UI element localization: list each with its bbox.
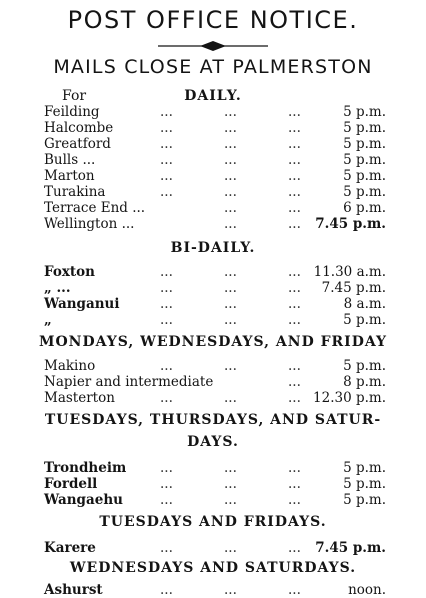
close-time: 8 a.m. bbox=[343, 296, 386, 312]
mail-row bbox=[0, 582, 426, 598]
section-heading-tue-thu-sat: TUESDAYS, THURSDAYS, AND SATUR- bbox=[44, 412, 382, 428]
section-heading-tue-thu-sat-cont: DAYS. bbox=[187, 434, 239, 450]
place-name: Bulls ... bbox=[44, 152, 96, 168]
mail-row bbox=[0, 296, 426, 312]
place-name: Trondheim bbox=[44, 460, 127, 476]
place-name: Halcombe bbox=[44, 120, 114, 136]
close-time: 5 p.m. bbox=[343, 476, 386, 492]
mail-row bbox=[0, 120, 426, 136]
leader-dots: ... bbox=[288, 264, 301, 280]
mail-row bbox=[0, 374, 426, 390]
leader-dots: ... bbox=[160, 540, 173, 556]
leader-dots: ... bbox=[160, 280, 173, 296]
leader-dots: ... bbox=[288, 312, 301, 328]
leader-dots: ... bbox=[160, 264, 173, 280]
leader-dots: ... bbox=[288, 460, 301, 476]
close-time: 5 p.m. bbox=[343, 104, 386, 120]
close-time: 5 p.m. bbox=[343, 168, 386, 184]
leader-dots: ... bbox=[288, 104, 301, 120]
place-name: Karere bbox=[44, 540, 96, 556]
mail-row bbox=[0, 200, 426, 216]
section-heading-daily: DAILY. bbox=[184, 88, 242, 104]
leader-dots: ... bbox=[288, 390, 301, 406]
leader-dots: ... bbox=[288, 296, 301, 312]
mail-row bbox=[0, 390, 426, 406]
notice-subtitle: MAILS CLOSE AT PALMERSTON bbox=[53, 56, 373, 78]
close-time: 12.30 p.m. bbox=[313, 390, 386, 406]
close-time: 5 p.m. bbox=[343, 358, 386, 374]
leader-dots: ... bbox=[224, 312, 237, 328]
leader-dots: ... bbox=[160, 492, 173, 508]
close-time: 5 p.m. bbox=[343, 120, 386, 136]
leader-dots: ... bbox=[160, 120, 173, 136]
leader-dots: ... bbox=[160, 296, 173, 312]
close-time: noon. bbox=[348, 582, 386, 598]
leader-dots: ... bbox=[224, 492, 237, 508]
mail-row bbox=[0, 184, 426, 200]
leader-dots: ... bbox=[288, 492, 301, 508]
leader-dots: ... bbox=[224, 476, 237, 492]
mail-row bbox=[0, 104, 426, 120]
place-name: Terrace End ... bbox=[44, 200, 146, 216]
section-heading-mon-wed-fri: MONDAYS, WEDNESDAYS, AND FRIDAY bbox=[38, 334, 388, 350]
close-time: 11.30 a.m. bbox=[313, 264, 386, 280]
mail-row bbox=[0, 358, 426, 374]
leader-dots: ... bbox=[224, 582, 237, 598]
leader-dots: ... bbox=[160, 184, 173, 200]
close-time: 5 p.m. bbox=[343, 184, 386, 200]
place-name: Wanganui bbox=[44, 296, 120, 312]
leader-dots: ... bbox=[160, 152, 173, 168]
mail-row bbox=[0, 264, 426, 280]
notice-title: POST OFFICE NOTICE. bbox=[67, 6, 359, 34]
leader-dots: ... bbox=[224, 264, 237, 280]
leader-dots: ... bbox=[288, 280, 301, 296]
leader-dots: ... bbox=[224, 280, 237, 296]
leader-dots: ... bbox=[288, 582, 301, 598]
divider-ornament-icon bbox=[158, 40, 268, 52]
place-name: Ashurst bbox=[44, 582, 103, 598]
leader-dots: ... bbox=[288, 216, 301, 232]
close-time: 7.45 p.m. bbox=[315, 540, 386, 556]
mail-row bbox=[0, 312, 426, 328]
leader-dots: ... bbox=[224, 136, 237, 152]
place-name: „ ... bbox=[44, 280, 71, 296]
leader-dots: ... bbox=[160, 168, 173, 184]
leader-dots: ... bbox=[288, 200, 301, 216]
close-time: 8 p.m. bbox=[343, 374, 386, 390]
place-name: Fordell bbox=[44, 476, 98, 492]
section-heading-tue-fri: TUESDAYS AND FRIDAYS. bbox=[99, 514, 327, 530]
leader-dots: ... bbox=[224, 460, 237, 476]
place-name: Masterton bbox=[44, 390, 115, 406]
place-name: Greatford bbox=[44, 136, 111, 152]
mail-row bbox=[0, 540, 426, 556]
close-time: 5 p.m. bbox=[343, 312, 386, 328]
for-label: For bbox=[62, 88, 87, 104]
leader-dots: ... bbox=[160, 582, 173, 598]
leader-dots: ... bbox=[288, 476, 301, 492]
leader-dots: ... bbox=[224, 152, 237, 168]
leader-dots: ... bbox=[160, 460, 173, 476]
section-heading-bi-daily: BI-DAILY. bbox=[170, 240, 256, 256]
leader-dots: ... bbox=[160, 104, 173, 120]
leader-dots: ... bbox=[288, 358, 301, 374]
mail-row bbox=[0, 460, 426, 476]
place-name: Wellington ... bbox=[44, 216, 135, 232]
mail-row bbox=[0, 168, 426, 184]
leader-dots: ... bbox=[288, 136, 301, 152]
leader-dots: ... bbox=[224, 168, 237, 184]
leader-dots: ... bbox=[288, 184, 301, 200]
leader-dots: ... bbox=[288, 168, 301, 184]
mail-row bbox=[0, 280, 426, 296]
leader-dots: ... bbox=[160, 312, 173, 328]
leader-dots: ... bbox=[224, 184, 237, 200]
place-name: Makino bbox=[44, 358, 96, 374]
leader-dots: ... bbox=[288, 540, 301, 556]
place-name: Foxton bbox=[44, 264, 95, 280]
place-name: Marton bbox=[44, 168, 95, 184]
close-time: 5 p.m. bbox=[343, 492, 386, 508]
close-time: 5 p.m. bbox=[343, 136, 386, 152]
place-name: Wangaehu bbox=[44, 492, 123, 508]
mail-row bbox=[0, 216, 426, 232]
leader-dots: ... bbox=[224, 540, 237, 556]
leader-dots: ... bbox=[160, 476, 173, 492]
close-time: 5 p.m. bbox=[343, 152, 386, 168]
leader-dots: ... bbox=[224, 200, 237, 216]
place-name: „ bbox=[44, 312, 52, 328]
place-name: Napier and intermediate bbox=[44, 374, 214, 390]
mail-row bbox=[0, 152, 426, 168]
leader-dots: ... bbox=[224, 104, 237, 120]
leader-dots: ... bbox=[160, 358, 173, 374]
mail-row bbox=[0, 476, 426, 492]
leader-dots: ... bbox=[160, 390, 173, 406]
close-time: 7.45 p.m. bbox=[315, 216, 386, 232]
leader-dots: ... bbox=[160, 136, 173, 152]
leader-dots: ... bbox=[224, 358, 237, 374]
leader-dots: ... bbox=[224, 216, 237, 232]
place-name: Turakina bbox=[44, 184, 106, 200]
leader-dots: ... bbox=[224, 120, 237, 136]
close-time: 6 p.m. bbox=[343, 200, 386, 216]
mail-row bbox=[0, 492, 426, 508]
close-time: 7.45 p.m. bbox=[321, 280, 386, 296]
leader-dots: ... bbox=[288, 120, 301, 136]
place-name: Feilding bbox=[44, 104, 100, 120]
section-heading-wed-sat: WEDNESDAYS AND SATURDAYS. bbox=[69, 560, 357, 576]
mail-row bbox=[0, 136, 426, 152]
leader-dots: ... bbox=[224, 296, 237, 312]
leader-dots: ... bbox=[288, 374, 301, 390]
leader-dots: ... bbox=[288, 152, 301, 168]
leader-dots: ... bbox=[224, 390, 237, 406]
close-time: 5 p.m. bbox=[343, 460, 386, 476]
